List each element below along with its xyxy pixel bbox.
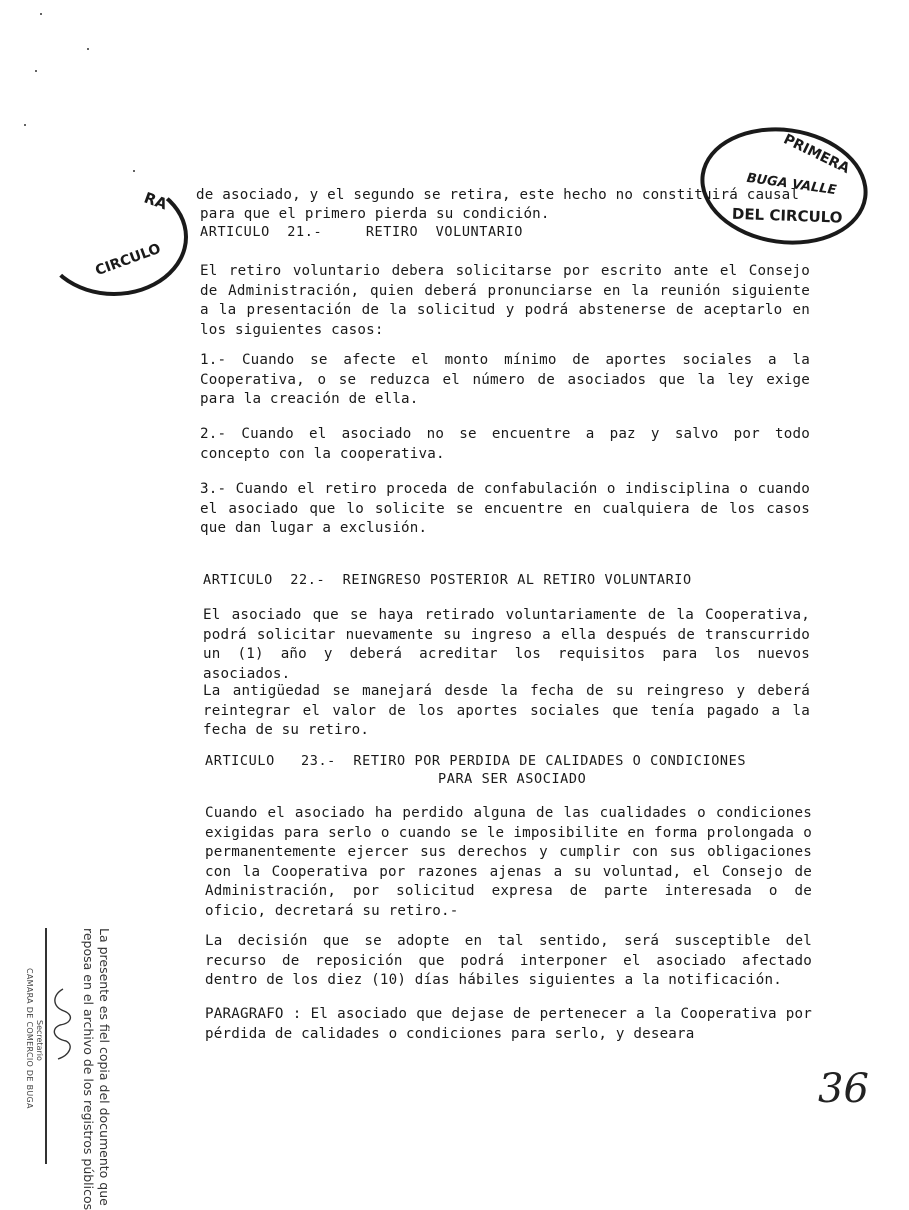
article-21-item-3: 3.- Cuando el retiro proceda de confabulación o indisciplina o cuando el asociado que lo solicite se encuentre en cualquiera de los casos que dan lugar a exclusión. bbox=[200, 481, 810, 536]
scan-speck bbox=[87, 48, 89, 50]
signature-icon bbox=[48, 985, 78, 1065]
article-21-paragraph: El retiro voluntario debera solicitarse por escrito ante el Consejo de Administración, quien deberá pronunciarse en la reunión siguiente a la presentación de la solicitud y podrá abstenerse de aceptarlo en los siguientes casos: bbox=[200, 263, 810, 338]
article-21-item-1: 1.- Cuando se afecte el monto mínimo de aportes sociales a la Cooperativa, o se reduzca el número de asociados que la ley exige para la creación de ella. bbox=[200, 352, 810, 407]
article-23-paragraph-1: Cuando el asociado ha perdido alguna de las cualidades o condiciones exigidas para serlo o cuando se le imposibilite en forma prolongada o permanentemente ejercer sus derechos y cumplir con sus obligaciones con la Cooperativa por razones ajenas a su voluntad, el Consejo de Administración, por solicitud expresa de parte interesada o de oficio, decretará su retiro.- bbox=[205, 805, 812, 919]
stamp-right-text-bottom: DEL CIRCULO bbox=[731, 204, 843, 227]
article-23-paragrafo: PARAGRAFO : El asociado que dejase de pertenecer a la Cooperativa por pérdida de calidades o condiciones para serlo, y deseara bbox=[205, 1006, 812, 1042]
intro-line-1: de asociado, y el segundo se retira, este hecho no constituirá causal bbox=[196, 187, 800, 203]
certification-text-line-1: La presente es fiel copia del documento que bbox=[97, 928, 112, 1206]
certification-divider bbox=[45, 928, 47, 1164]
intro-line-2: para que el primero pierda su condición. bbox=[200, 206, 550, 222]
scan-speck bbox=[133, 170, 135, 172]
scan-speck bbox=[24, 124, 26, 126]
notary-stamp-left bbox=[40, 178, 188, 296]
article-23-heading-line-1: ARTICULO 23.- RETIRO POR PERDIDA DE CALIDADES O CONDICIONES bbox=[205, 753, 747, 769]
stamp-left-text-top: RA bbox=[141, 188, 170, 214]
article-22-paragraph-1: El asociado que se haya retirado voluntariamente de la Cooperativa, podrá solicitar nuevamente su ingreso a ella después de transcurrido un (1) año y deberá acreditar los requisitos para los nuevos asociados. bbox=[203, 607, 810, 682]
article-23-heading-line-2: PARA SER ASOCIADO bbox=[438, 771, 587, 787]
stamp-left-text-bottom: CIRCULO bbox=[93, 240, 163, 280]
article-22-heading: ARTICULO 22.- REINGRESO POSTERIOR AL RETIRO VOLUNTARIO bbox=[203, 572, 692, 588]
article-21-heading: ARTICULO 21.- RETIRO VOLUNTARIO bbox=[200, 224, 523, 240]
article-22-paragraph-2: La antigüedad se manejará desde la fecha de su reingreso y deberá reintegrar el valor de los aportes sociales que tenía pagado a la fecha de su retiro. bbox=[203, 683, 810, 738]
certification-text-line-2: reposa en el archivo de los registros públicos bbox=[81, 928, 96, 1210]
certification-organization: CAMARA DE COMERCIO DE BUGA bbox=[25, 968, 34, 1109]
scan-speck bbox=[35, 70, 37, 72]
certification-role: Secretario bbox=[35, 1020, 44, 1061]
stamp-right-text-top: PRIMERA bbox=[780, 131, 853, 178]
scan-speck bbox=[40, 13, 42, 15]
page-number: 36 bbox=[818, 1066, 869, 1112]
article-23-paragraph-2: La decisión que se adopte en tal sentido, será susceptible del recurso de reposición que podrá interponer el asociado afectado dentro de los diez (10) días hábiles siguientes a la notificación. bbox=[205, 933, 812, 988]
article-21-item-2: 2.- Cuando el asociado no se encuentre a paz y salvo por todo concepto con la cooperativa. bbox=[200, 426, 810, 462]
stamp-right-text-middle: BUGA VALLE bbox=[745, 170, 838, 199]
